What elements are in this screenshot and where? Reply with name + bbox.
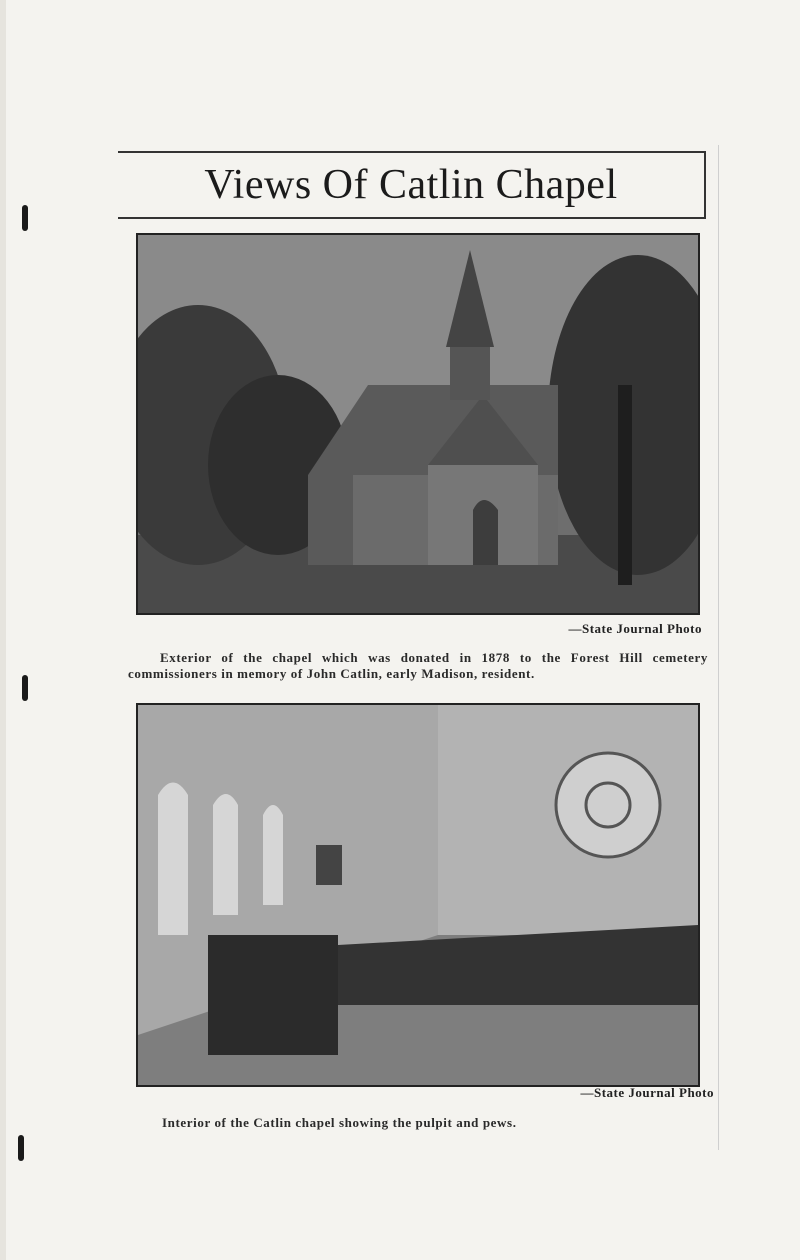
newspaper-clipping bbox=[118, 145, 719, 1150]
photo-caption-text: Interior of the Catlin chapel showing the pulpit and pews. bbox=[162, 1115, 517, 1130]
photo-caption bbox=[128, 1115, 708, 1131]
binder-hole-mark bbox=[22, 205, 28, 231]
page-edge bbox=[0, 0, 6, 1260]
headline-box bbox=[118, 151, 706, 219]
chapel-interior-photo bbox=[136, 703, 700, 1087]
photo-credit: —State Journal Photo bbox=[580, 1085, 714, 1100]
chapel-exterior-photo bbox=[136, 233, 700, 615]
headline: Views Of Catlin Chapel bbox=[204, 162, 618, 208]
photo-caption-text: Exterior of the chapel which was donated in 1878 to the Forest Hill cemetery commissioners in memory of John Catlin, early Madison, resident. bbox=[128, 650, 708, 681]
photo-caption bbox=[128, 650, 708, 682]
binder-hole-mark bbox=[18, 1135, 24, 1161]
photo-credit: —State Journal Photo bbox=[568, 621, 702, 636]
binder-hole-mark bbox=[22, 675, 28, 701]
